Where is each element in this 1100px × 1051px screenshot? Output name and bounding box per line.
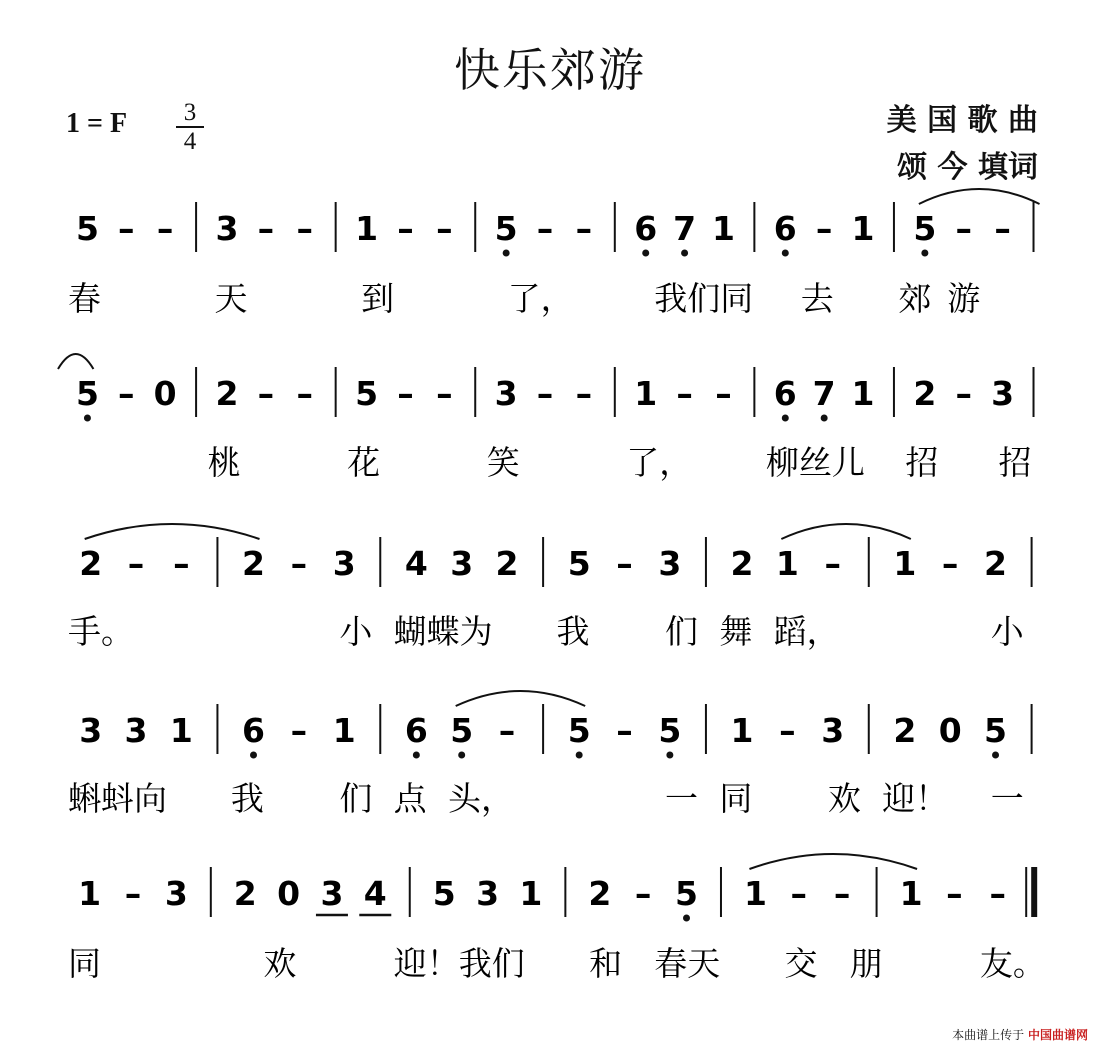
time-signature-bottom: 4: [183, 128, 197, 155]
lyric: 手。: [68, 612, 134, 651]
lyric: 们: [665, 612, 699, 651]
octave-dot-below: [992, 752, 999, 759]
note: –: [257, 374, 275, 413]
note: 3: [821, 711, 845, 750]
note: –: [779, 711, 796, 750]
note: 0: [153, 374, 177, 413]
lyric: 头，: [447, 779, 514, 818]
octave-dot-below: [250, 752, 257, 759]
note: 5: [355, 374, 379, 413]
lyric: 我: [556, 612, 590, 651]
lyric: 蹈，: [773, 612, 840, 651]
lyric: 迎！: [882, 779, 949, 818]
note: –: [715, 374, 732, 413]
score-title: 快乐郊游: [454, 43, 646, 97]
lyric: 桃: [207, 443, 241, 482]
lyric: 欢: [263, 944, 297, 983]
note: 7: [673, 209, 697, 248]
octave-dot-below: [84, 415, 91, 422]
note: 5: [675, 874, 698, 913]
lyric: 笑: [486, 443, 520, 482]
note: 5: [75, 374, 99, 413]
note: 5: [494, 209, 518, 248]
note: 3: [320, 874, 344, 913]
note: –: [824, 544, 841, 583]
note: –: [536, 209, 554, 248]
note: 3: [215, 209, 239, 248]
lyric: 同: [719, 779, 753, 818]
lyricist-credit: 颂 今 填词: [897, 150, 1038, 185]
note: –: [397, 374, 414, 413]
note: 7: [812, 374, 836, 413]
note: 1: [711, 209, 735, 248]
note: 5: [913, 209, 937, 248]
note: 5: [450, 711, 474, 750]
note: 5: [567, 544, 591, 583]
note: –: [173, 544, 190, 583]
lyric: 了，: [626, 443, 693, 482]
note: –: [634, 874, 652, 913]
note: 5: [75, 209, 99, 248]
note: 2: [913, 374, 937, 413]
note: 1: [743, 874, 767, 913]
lyric: 交: [784, 944, 818, 983]
note: 1: [169, 711, 193, 750]
slur: [456, 691, 585, 706]
note: 3: [124, 711, 148, 750]
note: –: [118, 374, 135, 413]
note: 5: [984, 711, 1008, 750]
lyric: 一: [665, 779, 699, 818]
note: –: [436, 209, 453, 248]
slur: [919, 189, 1040, 204]
note: 3: [494, 374, 518, 413]
lyric: 点: [393, 779, 427, 818]
composer-credit: 美 国 歌 曲: [886, 103, 1038, 138]
lyric: 朋: [849, 944, 883, 983]
note: 1: [893, 544, 917, 583]
lyric: 友。: [979, 944, 1046, 983]
octave-dot-below: [782, 415, 789, 422]
note: 1: [851, 209, 875, 248]
note: 6: [773, 209, 797, 248]
note: –: [127, 544, 145, 583]
slur: [58, 354, 93, 369]
note: 5: [658, 711, 682, 750]
note: 3: [79, 711, 103, 750]
note: 3: [658, 544, 682, 583]
octave-dot-below: [413, 752, 420, 759]
note: 2: [495, 544, 519, 583]
note: –: [575, 209, 593, 248]
lyric: 欢: [827, 779, 861, 818]
octave-dot-below: [458, 752, 465, 759]
octave-dot-below: [503, 250, 510, 257]
octave-dot-below: [821, 415, 828, 422]
note: –: [296, 374, 313, 413]
note: 2: [588, 874, 612, 913]
lyric: 春: [68, 279, 101, 318]
note: 1: [355, 209, 379, 248]
lyric: 蝌蚪向: [68, 779, 167, 818]
lyric: 到: [361, 279, 395, 318]
note: –: [296, 209, 313, 248]
note: –: [436, 374, 453, 413]
lyric: 一: [990, 779, 1024, 818]
note: 1: [332, 711, 356, 750]
lyric: 我们: [458, 944, 525, 983]
note: 1: [78, 874, 102, 913]
note: –: [575, 374, 593, 413]
lyric: 和: [589, 944, 623, 983]
note: –: [946, 874, 963, 913]
note: 1: [775, 544, 799, 583]
footer: [952, 1026, 1088, 1043]
note: –: [290, 544, 308, 583]
lyric: 天: [214, 279, 248, 318]
note: 3: [991, 374, 1015, 413]
lyric: 同: [68, 944, 101, 983]
octave-dot-below: [576, 752, 583, 759]
note: –: [257, 209, 275, 248]
octave-dot-below: [683, 915, 690, 922]
note: 2: [893, 711, 917, 750]
note: 5: [432, 874, 456, 913]
note: –: [989, 874, 1006, 913]
note: –: [815, 209, 833, 248]
note: 2: [233, 874, 257, 913]
note: 0: [277, 874, 301, 913]
note: –: [290, 711, 308, 750]
lyric: 小: [990, 612, 1024, 651]
note: –: [616, 711, 633, 750]
note: –: [397, 209, 414, 248]
octave-dot-below: [642, 250, 649, 257]
note: –: [124, 874, 142, 913]
note: –: [833, 874, 851, 913]
octave-dot-below: [666, 752, 673, 759]
lyric: 招: [905, 443, 939, 482]
note: 5: [567, 711, 591, 750]
lyric: 柳丝儿: [765, 443, 865, 482]
note: 4: [404, 544, 428, 583]
note: –: [616, 544, 633, 583]
lyric: 去: [800, 279, 834, 318]
note: 1: [634, 374, 658, 413]
note: 1: [730, 711, 754, 750]
note: 3: [332, 544, 356, 583]
note: 4: [363, 874, 387, 913]
note: 2: [79, 544, 103, 583]
slur: [781, 524, 910, 539]
note: –: [118, 209, 135, 248]
key-signature: 1 = F: [66, 108, 128, 139]
time-signature-top: 3: [183, 99, 197, 126]
note: 0: [938, 711, 962, 750]
note: –: [790, 874, 808, 913]
note: –: [955, 374, 972, 413]
note: 6: [404, 711, 428, 750]
note: –: [676, 374, 693, 413]
footer-text: 本曲谱上传于: [952, 1028, 1025, 1042]
slur: [749, 854, 917, 869]
lyric: 我: [230, 779, 264, 818]
note: –: [994, 209, 1011, 248]
note: 3: [450, 544, 474, 583]
lyric: 了，: [507, 279, 574, 318]
lyric: 花: [347, 443, 381, 482]
octave-dot-below: [681, 250, 688, 257]
octave-dot-below: [921, 250, 928, 257]
lyric: 舞: [719, 612, 753, 651]
lyric: 招: [998, 443, 1032, 482]
note: 6: [242, 711, 265, 750]
lyric: 游: [947, 279, 981, 318]
note: 2: [242, 544, 265, 583]
note: –: [955, 209, 972, 248]
octave-dot-below: [782, 250, 789, 257]
lyric: 我们同: [654, 279, 754, 318]
note: 2: [984, 544, 1008, 583]
note: 2: [730, 544, 754, 583]
note: 3: [164, 874, 188, 913]
note: –: [498, 711, 516, 750]
lyric: 蝴蝶为: [393, 612, 493, 651]
note: 3: [476, 874, 500, 913]
note: –: [156, 209, 174, 248]
note: 6: [773, 374, 797, 413]
lyric: 小: [339, 612, 373, 651]
note: 2: [215, 374, 239, 413]
lyric: 们: [339, 779, 373, 818]
note: –: [536, 374, 554, 413]
note: 6: [634, 209, 658, 248]
note: 1: [899, 874, 923, 913]
lyric: 郊: [898, 279, 932, 318]
note: 1: [851, 374, 875, 413]
note: –: [941, 544, 959, 583]
lyric: 迎！: [393, 944, 460, 983]
slur: [85, 524, 260, 539]
note: 1: [519, 874, 543, 913]
lyric: 春天: [654, 944, 721, 983]
footer-brand: 中国曲谱网: [1027, 1028, 1088, 1042]
